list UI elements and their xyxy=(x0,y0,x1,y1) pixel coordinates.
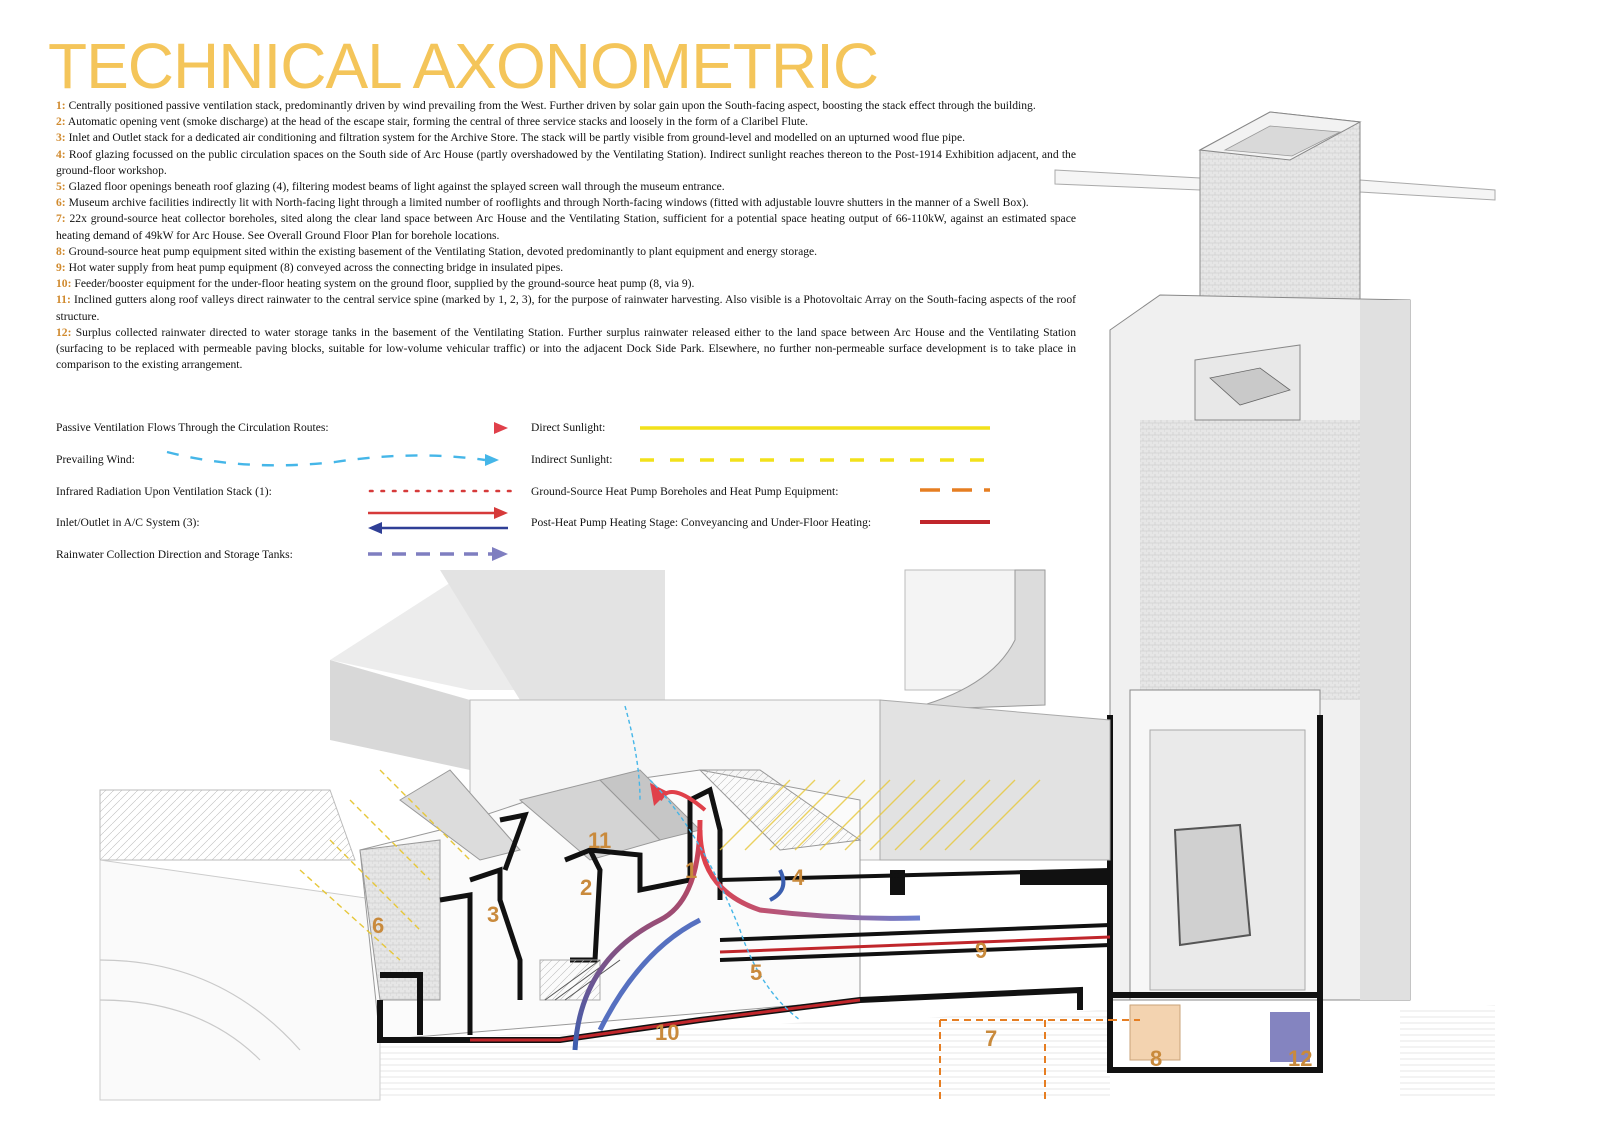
legend-rainwater-symbol xyxy=(368,546,513,562)
note-number: 12: xyxy=(56,325,72,339)
page-title: TECHNICAL AXONOMETRIC xyxy=(48,30,879,102)
callout-11: 11 xyxy=(588,828,612,853)
callout-7: 7 xyxy=(985,1026,998,1051)
note-text: 22x ground-source heat collector boreholes, sited along the clear land space between Arc House and the Ventilating Station, sufficient for a potential space heating output of 66-110kW, against an estimated space heating demand of 49kW for Arc House. See Overall Ground Floor Plan for borehole locations. xyxy=(56,212,1076,242)
note-text: Centrally positioned passive ventilation stack, predominantly driven by wind prevailing from the West. Further driven by solar gain upon the South-facing aspect, boosting the stack effect through the building. xyxy=(65,99,1036,112)
legend-indirect-sunlight-label: Indirect Sunlight: xyxy=(531,453,613,466)
note-number: 4: xyxy=(56,147,66,161)
note-text: Hot water supply from heat pump equipment (8) conveyed across the connecting bridge in insulated pipes. xyxy=(65,261,564,275)
note-text: Glazed floor openings beneath roof glazing (4), filtering modest beams of light against the splayed screen wall through the museum entrance. xyxy=(65,180,725,194)
legend-direct-sunlight-label: Direct Sunlight: xyxy=(531,421,606,434)
note-text: Surplus collected rainwater directed to water storage tanks in the basement of the Ventilating Station. Further surplus rainwater released either to the land space between Arc House and the Ventilating Station (surfacing to be replaced with permeable paving blocks, suitable for low-volume vehicular traffic) or into the adjacent Dock Side Park. Elsewhere, no further non-permeable surface development is to take place in comparison to the existing arrangement. xyxy=(56,325,1076,372)
callout-9: 9 xyxy=(975,938,988,963)
callout-12: 12 xyxy=(1288,1046,1313,1071)
note-number: 6: xyxy=(56,196,66,210)
ventilation-tower xyxy=(1110,112,1410,1070)
note-text: Museum archive facilities indirectly lit with North-facing light through a limited number of rooflights and through North-facing windows (fitted with adjustable louvre shutters in the manner of a Swell Box). xyxy=(65,196,1029,210)
note-number: 11: xyxy=(56,293,71,307)
legend-passive-ventilation-symbol xyxy=(368,420,508,436)
legend-infrared-symbol xyxy=(368,486,513,496)
note-text: Automatic opening vent (smoke discharge) at the head of the escape stair, forming the central of three service stacks and loosely in the form of a Claribel Flute. xyxy=(65,115,809,129)
callout-6: 6 xyxy=(372,913,385,938)
legend-inlet-outlet-label: Inlet/Outlet in A/C System (3): xyxy=(56,516,200,529)
note-number: 5: xyxy=(56,180,66,194)
legend-indirect-sunlight-symbol xyxy=(640,456,992,464)
note-text: Feeder/booster equipment for the under-floor heating system on the ground floor, supplied by the ground-source heat pump (8, via 9). xyxy=(71,277,695,291)
note-text: Inlet and Outlet stack for a dedicated air conditioning and filtration system for the Archive Store. The stack will be partly visible from ground-level and modelled on an upturned wood flue pipe. xyxy=(65,131,966,145)
callout-4: 4 xyxy=(792,865,805,890)
legend-prevailing-wind-label: Prevailing Wind: xyxy=(56,453,135,466)
note-number: 1: xyxy=(56,99,66,112)
note-number: 8: xyxy=(56,244,66,258)
callout-3: 3 xyxy=(487,902,500,927)
legend-direct-sunlight-symbol xyxy=(640,424,992,432)
legend-rainwater-label: Rainwater Collection Direction and Storage Tanks: xyxy=(56,548,293,561)
legend-boreholes-label: Ground-Source Heat Pump Boreholes and Heat Pump Equipment: xyxy=(531,485,839,498)
arc-house-section xyxy=(360,700,1110,1040)
note-number: 7: xyxy=(56,212,66,226)
note-number: 9: xyxy=(56,261,66,275)
note-number: 2: xyxy=(56,115,66,129)
callout-5: 5 xyxy=(750,960,763,985)
legend-boreholes-symbol xyxy=(920,486,992,494)
note-text: Roof glazing focussed on the public circulation spaces on the South side of Arc House (partly overshadowed by the Ventilating Station). Indirect sunlight reaches thereon to the Post-1914 Exhibition adjacent, and the ground-floor workshop. xyxy=(56,147,1076,177)
callout-1: 1 xyxy=(685,858,698,883)
legend-infrared-label: Infrared Radiation Upon Ventilation Stack (1): xyxy=(56,485,272,498)
note-text: Ground-source heat pump equipment sited within the existing basement of the Ventilating Station, devoted predominantly to plant equipment and energy storage. xyxy=(65,244,818,258)
legend-post-heat-symbol xyxy=(920,518,992,526)
legend-prevailing-wind-symbol xyxy=(165,446,505,472)
note-number: 10: xyxy=(56,277,72,291)
callout-8: 8 xyxy=(1150,1046,1163,1071)
legend-inlet-outlet-symbol xyxy=(368,506,513,536)
callout-2: 2 xyxy=(580,875,593,900)
note-number: 3: xyxy=(56,131,66,145)
note-text: Inclined gutters along roof valleys direct rainwater to the central service spine (marked by 1, 2, 3), for the purpose of rainwater harvesting. Also visible is a Photovoltaic Array on the South-facing aspects of the roof structure. xyxy=(56,293,1076,323)
legend-post-heat-label: Post-Heat Pump Heating Stage: Conveyancing and Under-Floor Heating: xyxy=(531,516,872,529)
legend-passive-ventilation-label: Passive Ventilation Flows Through the Circulation Routes: xyxy=(56,421,329,434)
callout-10: 10 xyxy=(655,1020,680,1045)
